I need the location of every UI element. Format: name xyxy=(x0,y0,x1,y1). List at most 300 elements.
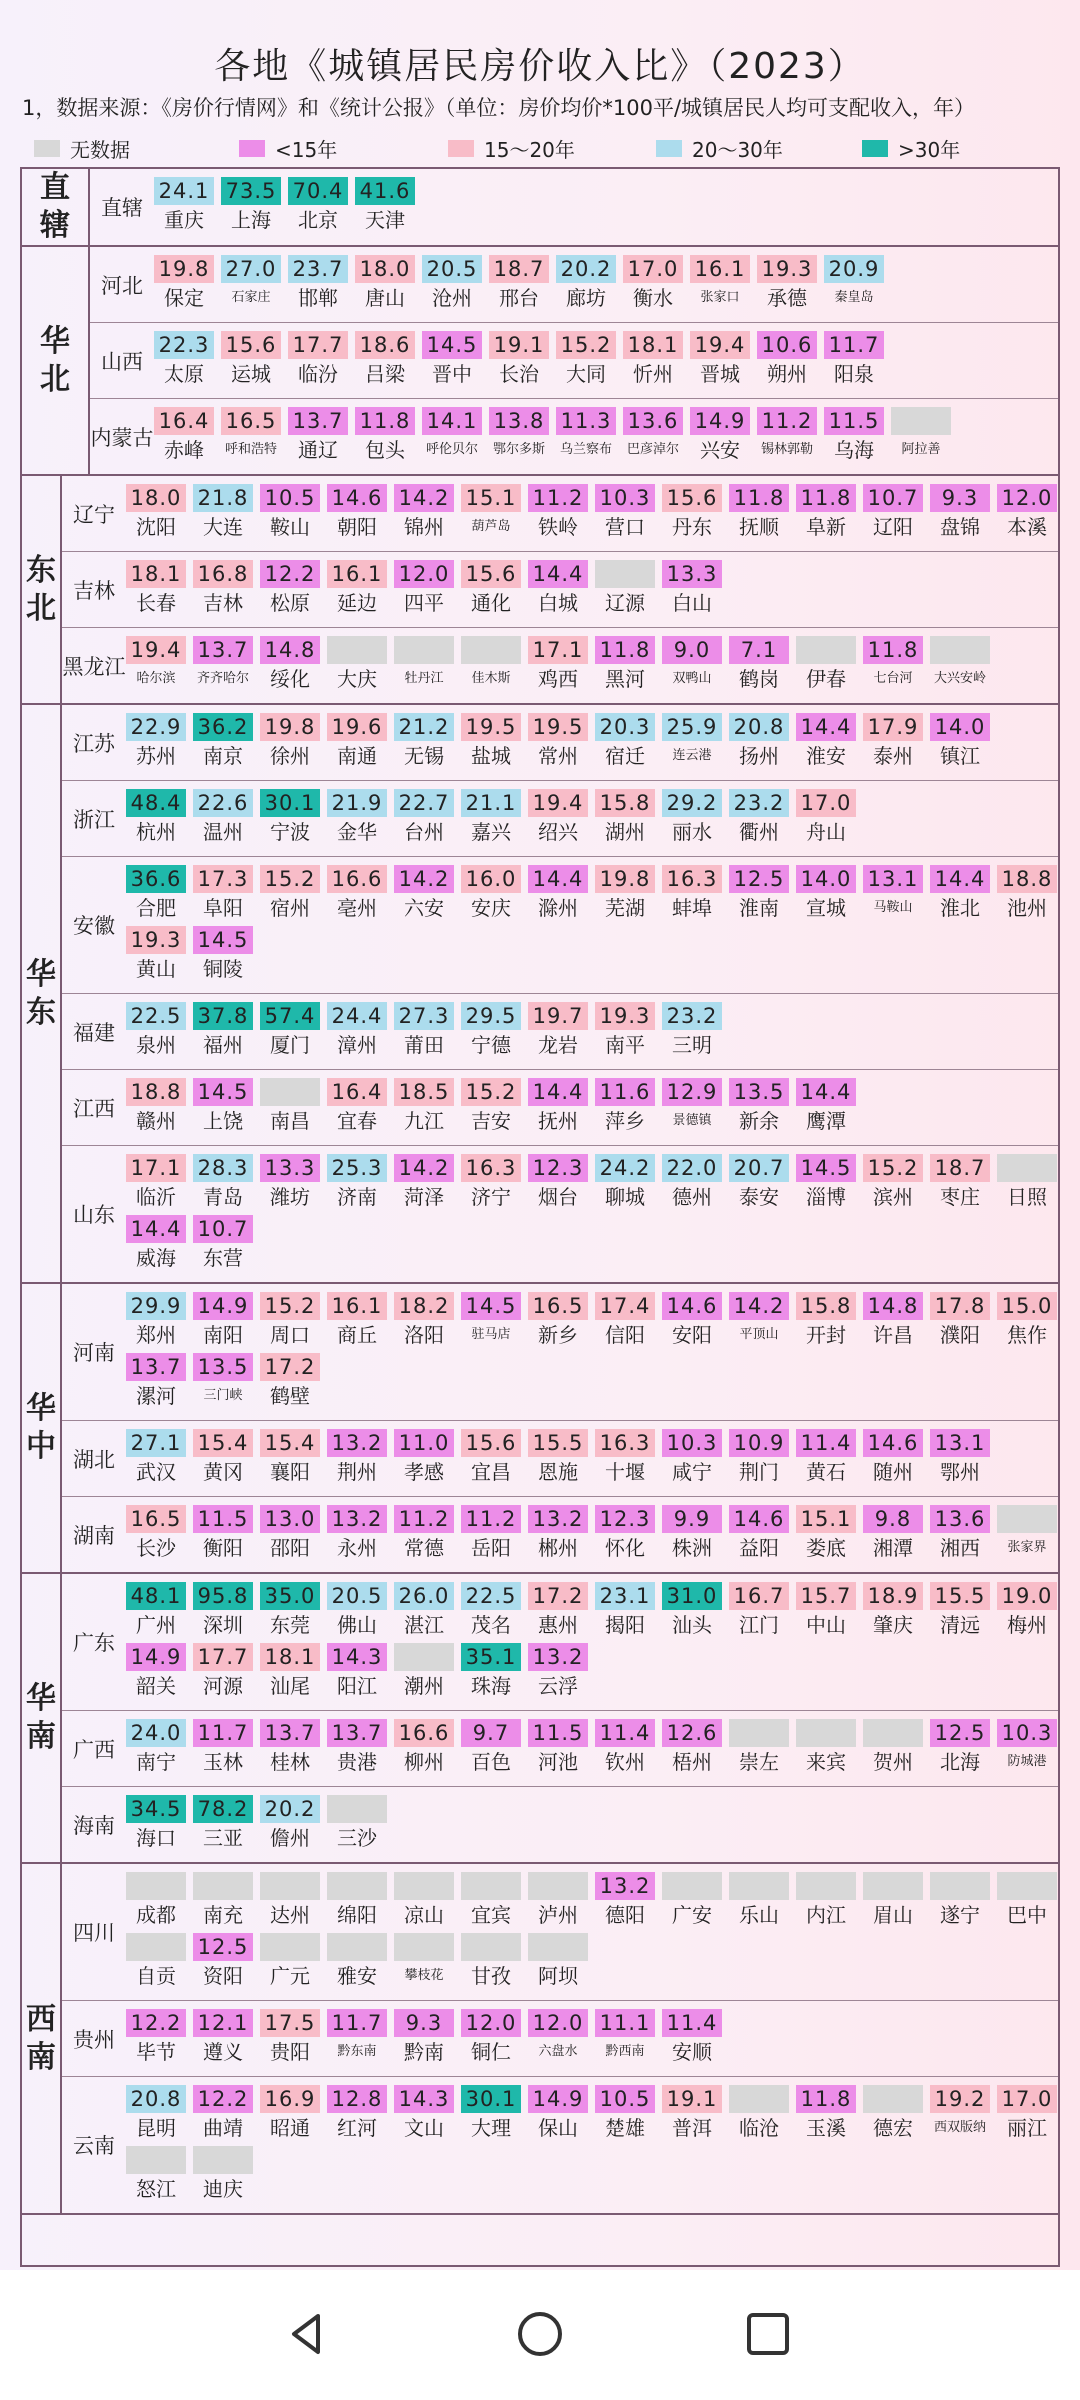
ratio-table xyxy=(20,167,1060,2267)
ratio-value: 16.7 xyxy=(729,1582,789,1610)
city-name: 廊坊 xyxy=(566,286,606,310)
city-cell xyxy=(796,1582,856,1643)
city-name: 珠海 xyxy=(471,1674,511,1698)
city-cell xyxy=(796,865,856,926)
ratio-value: 13.3 xyxy=(260,1154,320,1182)
city-name: 南京 xyxy=(203,744,243,768)
ratio-value: 13.2 xyxy=(528,1505,588,1533)
city-name: 本溪 xyxy=(1007,515,1047,539)
city-cell xyxy=(193,1353,253,1414)
city-cell xyxy=(930,1505,990,1566)
city-cell xyxy=(193,1154,253,1215)
city-name: 吉林 xyxy=(203,591,243,615)
legend-swatch xyxy=(656,140,682,157)
province-label: 内蒙古 xyxy=(90,425,154,450)
city-name: 鹰潭 xyxy=(806,1109,846,1133)
province-row xyxy=(62,2077,1060,2213)
legend-label: <15年 xyxy=(275,138,338,162)
city-name: 滁州 xyxy=(538,896,578,920)
city-cell xyxy=(327,865,387,926)
city-name: 昭通 xyxy=(270,2116,310,2140)
city-name: 淄博 xyxy=(806,1185,846,1209)
ratio-value: 14.6 xyxy=(729,1505,789,1533)
ratio-value: 17.0 xyxy=(796,789,856,817)
province-label: 广西 xyxy=(73,1737,115,1762)
city-cell xyxy=(729,1078,789,1139)
ratio-value xyxy=(930,636,990,664)
city-name: 广州 xyxy=(136,1613,176,1637)
city-name: 平顶山 xyxy=(739,1327,779,1342)
city-name: 甘孜 xyxy=(471,1964,511,1988)
city-name: 忻州 xyxy=(633,362,673,386)
city-name: 锦州 xyxy=(404,515,444,539)
city-name: 温州 xyxy=(203,820,243,844)
ratio-value: 13.7 xyxy=(327,1719,387,1747)
city-name: 西双版纳 xyxy=(933,2120,986,2135)
city-cell xyxy=(662,636,722,697)
ratio-value: 18.1 xyxy=(623,331,683,359)
province-label: 安徽 xyxy=(73,914,115,938)
ratio-value: 18.0 xyxy=(355,255,415,283)
legend-15-20 xyxy=(448,134,575,163)
city-name: 延边 xyxy=(337,591,377,615)
city-cell xyxy=(461,636,521,697)
ratio-value xyxy=(394,636,454,664)
city-name: 阳江 xyxy=(337,1674,377,1698)
ratio-value: 14.1 xyxy=(422,407,482,435)
legend-label: >30年 xyxy=(898,138,961,162)
city-name: 文山 xyxy=(404,2116,444,2140)
city-cell xyxy=(796,484,856,545)
city-name: 盘锦 xyxy=(940,515,980,539)
city-cell xyxy=(260,789,320,850)
city-cell xyxy=(221,255,281,316)
city-name: 齐齐哈尔 xyxy=(196,671,249,686)
city-name: 济宁 xyxy=(471,1185,511,1209)
province-row xyxy=(62,2001,1060,2077)
ratio-value: 23.2 xyxy=(662,1002,722,1030)
city-name: 来宾 xyxy=(806,1750,846,1774)
ratio-value xyxy=(126,1933,186,1961)
city-cell xyxy=(729,484,789,545)
city-name: 沈阳 xyxy=(136,515,176,539)
ratio-value: 36.6 xyxy=(126,865,186,893)
province-row xyxy=(62,705,1060,781)
city-cell xyxy=(193,1582,253,1643)
home-icon[interactable] xyxy=(510,2304,570,2364)
city-cell xyxy=(126,1505,186,1566)
ratio-value xyxy=(126,2146,186,2174)
city-name: 中山 xyxy=(806,1613,846,1637)
ratio-value: 19.8 xyxy=(595,865,655,893)
ratio-value: 11.8 xyxy=(796,484,856,512)
city-name: 荆州 xyxy=(337,1460,377,1484)
city-cell xyxy=(193,1933,253,1994)
city-cell xyxy=(461,713,521,774)
ratio-value: 21.9 xyxy=(327,789,387,817)
city-row xyxy=(126,1429,1060,1490)
city-name: 贺州 xyxy=(873,1750,913,1774)
city-name: 宜宾 xyxy=(471,1903,511,1927)
city-cell xyxy=(595,789,655,850)
ratio-value: 15.4 xyxy=(193,1429,253,1457)
ratio-value: 14.9 xyxy=(126,1643,186,1671)
city-name: 肇庆 xyxy=(873,1613,913,1637)
city-name: 南宁 xyxy=(136,1750,176,1774)
city-cell xyxy=(126,789,186,850)
city-name: 杭州 xyxy=(136,820,176,844)
city-name: 南充 xyxy=(203,1903,243,1927)
city-cell xyxy=(662,1154,722,1215)
ratio-value: 14.4 xyxy=(528,1078,588,1106)
city-name: 吕梁 xyxy=(365,362,405,386)
city-cell xyxy=(528,789,588,850)
city-name: 玉林 xyxy=(203,1750,243,1774)
ratio-value: 57.4 xyxy=(260,1002,320,1030)
ratio-value: 30.1 xyxy=(260,789,320,817)
city-cell xyxy=(796,636,856,697)
city-row xyxy=(126,2085,1060,2146)
city-cell xyxy=(662,2009,722,2070)
city-name: 张家界 xyxy=(1007,1540,1047,1555)
city-cell xyxy=(796,1429,856,1490)
ratio-value xyxy=(997,1154,1057,1182)
city-name: 佳木斯 xyxy=(471,671,511,686)
ratio-value xyxy=(891,407,951,435)
city-cell xyxy=(193,926,253,987)
ratio-value xyxy=(796,636,856,664)
ratio-value: 37.8 xyxy=(193,1002,253,1030)
ratio-value: 19.4 xyxy=(126,636,186,664)
city-cell xyxy=(595,1154,655,1215)
region-group xyxy=(22,705,1058,1284)
ratio-value: 29.9 xyxy=(126,1292,186,1320)
legend-label: 20～30年 xyxy=(692,138,783,162)
city-cell xyxy=(662,1429,722,1490)
city-name: 桂林 xyxy=(270,1750,310,1774)
city-name: 锡林郭勒 xyxy=(760,442,813,457)
city-name: 泉州 xyxy=(136,1033,176,1057)
city-cell xyxy=(997,1719,1057,1780)
city-cell xyxy=(355,177,415,238)
ratio-value: 18.7 xyxy=(930,1154,990,1182)
ratio-value xyxy=(327,1872,387,1900)
city-cell xyxy=(595,865,655,926)
ratio-value: 78.2 xyxy=(193,1795,253,1823)
city-name: 郴州 xyxy=(538,1536,578,1560)
city-name: 德阳 xyxy=(605,1903,645,1927)
province-label: 湖北 xyxy=(73,1447,115,1472)
ratio-value: 22.5 xyxy=(126,1002,186,1030)
city-cell xyxy=(260,1505,320,1566)
ratio-value xyxy=(126,1872,186,1900)
city-name: 上海 xyxy=(231,208,271,232)
ratio-value: 11.8 xyxy=(595,636,655,664)
ratio-value: 22.3 xyxy=(154,331,214,359)
ratio-value: 11.7 xyxy=(193,1719,253,1747)
ratio-value: 14.4 xyxy=(796,713,856,741)
city-name: 邵阳 xyxy=(270,1536,310,1560)
ratio-value: 14.2 xyxy=(394,1154,454,1182)
ratio-value: 34.5 xyxy=(126,1795,186,1823)
city-name: 石家庄 xyxy=(231,290,271,305)
city-name: 巴彦淖尔 xyxy=(626,442,679,457)
ratio-value: 18.8 xyxy=(126,1078,186,1106)
city-name: 黑河 xyxy=(605,667,645,691)
city-cell xyxy=(528,1154,588,1215)
ratio-value: 14.5 xyxy=(193,1078,253,1106)
city-name: 阜新 xyxy=(806,515,846,539)
city-cell xyxy=(193,1505,253,1566)
city-name: 孝感 xyxy=(404,1460,444,1484)
city-cell xyxy=(394,1078,454,1139)
city-cell xyxy=(260,1872,320,1933)
ratio-value: 10.5 xyxy=(595,2085,655,2113)
legend-no-data xyxy=(34,134,130,163)
city-cell xyxy=(260,1292,320,1353)
city-cell xyxy=(729,1719,789,1780)
ratio-value: 17.5 xyxy=(260,2009,320,2037)
ratio-value: 22.7 xyxy=(394,789,454,817)
legend-swatch xyxy=(34,140,60,157)
city-row xyxy=(126,865,1060,926)
city-cell xyxy=(595,1582,655,1643)
city-cell xyxy=(394,1002,454,1063)
city-name: 新余 xyxy=(739,1109,779,1133)
city-cell xyxy=(461,865,521,926)
city-row xyxy=(154,255,1058,316)
city-cell xyxy=(796,1078,856,1139)
ratio-value: 15.5 xyxy=(930,1582,990,1610)
ratio-value: 15.2 xyxy=(260,865,320,893)
city-cell xyxy=(690,407,750,468)
city-cell xyxy=(729,636,789,697)
ratio-value: 16.5 xyxy=(126,1505,186,1533)
city-cell xyxy=(394,1505,454,1566)
city-cell xyxy=(528,1582,588,1643)
city-name: 七台河 xyxy=(873,671,913,686)
city-name: 六安 xyxy=(404,896,444,920)
ratio-value: 27.0 xyxy=(221,255,281,283)
legend-swatch xyxy=(448,140,474,157)
city-cell xyxy=(662,1505,722,1566)
city-name: 呼伦贝尔 xyxy=(425,442,478,457)
city-name: 钦州 xyxy=(605,1750,645,1774)
ratio-value: 15.2 xyxy=(260,1292,320,1320)
city-row xyxy=(126,1292,1060,1353)
city-name: 清远 xyxy=(940,1613,980,1637)
city-cell xyxy=(595,1078,655,1139)
city-name: 梧州 xyxy=(672,1750,712,1774)
ratio-value: 36.2 xyxy=(193,713,253,741)
ratio-value: 15.2 xyxy=(461,1078,521,1106)
city-cell xyxy=(461,560,521,621)
ratio-value: 10.6 xyxy=(757,331,817,359)
region-label: 华中 xyxy=(22,1284,62,1572)
city-name: 临汾 xyxy=(298,362,338,386)
city-cell xyxy=(394,1292,454,1353)
city-cell xyxy=(288,255,348,316)
city-name: 广安 xyxy=(672,1903,712,1927)
city-cell xyxy=(595,484,655,545)
city-name: 宁波 xyxy=(270,820,310,844)
city-cell xyxy=(126,1582,186,1643)
city-cell xyxy=(193,1429,253,1490)
ratio-value: 70.4 xyxy=(288,177,348,205)
legend-label: 15～20年 xyxy=(484,138,575,162)
ratio-value: 10.9 xyxy=(729,1429,789,1457)
ratio-value: 23.7 xyxy=(288,255,348,283)
city-name: 阿坝 xyxy=(538,1964,578,1988)
city-cell xyxy=(394,1643,454,1704)
ratio-value: 19.5 xyxy=(528,713,588,741)
legend-swatch xyxy=(862,140,888,157)
city-cell xyxy=(930,1429,990,1490)
city-cell xyxy=(327,1292,387,1353)
city-name: 儋州 xyxy=(270,1826,310,1850)
city-cell xyxy=(260,1078,320,1139)
ratio-value: 11.4 xyxy=(662,2009,722,2037)
city-name: 驻马店 xyxy=(471,1327,511,1342)
city-name: 韶关 xyxy=(136,1674,176,1698)
city-name: 开封 xyxy=(806,1323,846,1347)
city-name: 株洲 xyxy=(672,1536,712,1560)
city-cell xyxy=(595,636,655,697)
city-cell xyxy=(930,865,990,926)
province-label: 江西 xyxy=(73,1096,115,1121)
city-name: 雅安 xyxy=(337,1964,377,1988)
ratio-value: 20.5 xyxy=(422,255,482,283)
city-name: 晋中 xyxy=(432,362,472,386)
city-cell xyxy=(126,1872,186,1933)
city-row xyxy=(126,1505,1060,1566)
city-name: 信阳 xyxy=(605,1323,645,1347)
ratio-value: 12.8 xyxy=(327,2085,387,2113)
city-cell xyxy=(126,1154,186,1215)
city-cell xyxy=(327,1872,387,1933)
city-cell xyxy=(355,255,415,316)
city-name: 盐城 xyxy=(471,744,511,768)
city-name: 景德镇 xyxy=(672,1113,712,1128)
city-name: 阿拉善 xyxy=(901,442,941,457)
back-icon[interactable] xyxy=(278,2304,338,2364)
city-cell xyxy=(193,2009,253,2070)
ratio-value: 19.7 xyxy=(528,1002,588,1030)
ratio-value: 20.2 xyxy=(556,255,616,283)
city-cell xyxy=(528,2085,588,2146)
ratio-value xyxy=(260,1078,320,1106)
city-row xyxy=(154,331,1058,392)
ratio-value: 14.6 xyxy=(662,1292,722,1320)
ratio-value: 14.8 xyxy=(863,1292,923,1320)
province-row xyxy=(62,1711,1060,1787)
city-name: 临沧 xyxy=(739,2116,779,2140)
city-cell xyxy=(221,331,281,392)
city-name: 扬州 xyxy=(739,744,779,768)
ratio-value: 17.2 xyxy=(260,1353,320,1381)
ratio-value: 19.3 xyxy=(126,926,186,954)
city-cell xyxy=(260,1719,320,1780)
city-name: 牡丹江 xyxy=(404,671,444,686)
ratio-value: 20.8 xyxy=(729,713,789,741)
recent-apps-icon[interactable] xyxy=(738,2304,798,2364)
city-cell xyxy=(327,1582,387,1643)
city-cell xyxy=(489,255,549,316)
ratio-value: 21.8 xyxy=(193,484,253,512)
ratio-value: 14.4 xyxy=(126,1215,186,1243)
ratio-value: 12.2 xyxy=(126,2009,186,2037)
ratio-value: 14.5 xyxy=(193,926,253,954)
province-label: 福建 xyxy=(73,1020,115,1045)
region-label: 华南 xyxy=(22,1574,62,1862)
city-cell xyxy=(394,2085,454,2146)
city-name: 宜春 xyxy=(337,1109,377,1133)
city-name: 邯郸 xyxy=(298,286,338,310)
city-cell xyxy=(422,331,482,392)
city-cell xyxy=(394,865,454,926)
city-name: 普洱 xyxy=(672,2116,712,2140)
province-label: 山西 xyxy=(101,349,143,374)
ratio-value: 23.1 xyxy=(595,1582,655,1610)
ratio-value: 17.2 xyxy=(528,1582,588,1610)
ratio-value: 10.5 xyxy=(260,484,320,512)
city-name: 漯河 xyxy=(136,1384,176,1408)
city-cell xyxy=(997,865,1057,926)
ratio-value: 7.1 xyxy=(729,636,789,664)
city-name: 巴中 xyxy=(1007,1903,1047,1927)
ratio-value: 18.6 xyxy=(355,331,415,359)
ratio-value xyxy=(394,1643,454,1671)
city-name: 铁岭 xyxy=(538,515,578,539)
city-name: 淮南 xyxy=(739,896,779,920)
city-cell xyxy=(288,331,348,392)
city-cell xyxy=(997,1154,1057,1215)
city-name: 宿迁 xyxy=(605,744,645,768)
province-label: 辽宁 xyxy=(73,502,115,527)
city-name: 合肥 xyxy=(136,896,176,920)
city-cell xyxy=(327,2009,387,2070)
ratio-value: 12.0 xyxy=(394,560,454,588)
ratio-value: 17.1 xyxy=(126,1154,186,1182)
city-name: 随州 xyxy=(873,1460,913,1484)
province-row xyxy=(62,1497,1060,1572)
ratio-value: 14.4 xyxy=(930,865,990,893)
city-name: 鹤壁 xyxy=(270,1384,310,1408)
province-row xyxy=(62,1864,1060,2001)
city-row xyxy=(126,636,1060,697)
city-name: 衡水 xyxy=(633,286,673,310)
city-name: 保定 xyxy=(164,286,204,310)
city-cell xyxy=(193,1719,253,1780)
province-row xyxy=(62,1146,1060,1282)
city-name: 遂宁 xyxy=(940,1903,980,1927)
ratio-value: 10.3 xyxy=(662,1429,722,1457)
city-name: 三门峡 xyxy=(203,1388,243,1403)
ratio-value: 24.2 xyxy=(595,1154,655,1182)
ratio-value: 35.1 xyxy=(461,1643,521,1671)
ratio-value: 19.5 xyxy=(461,713,521,741)
ratio-value: 11.5 xyxy=(528,1719,588,1747)
city-cell xyxy=(260,2085,320,2146)
city-row xyxy=(126,1795,1060,1856)
city-name: 白城 xyxy=(538,591,578,615)
city-name: 三明 xyxy=(672,1033,712,1057)
city-cell xyxy=(930,636,990,697)
city-name: 泰州 xyxy=(873,744,913,768)
city-cell xyxy=(863,1872,923,1933)
ratio-value xyxy=(729,1719,789,1747)
city-name: 攀枝花 xyxy=(404,1968,444,1983)
